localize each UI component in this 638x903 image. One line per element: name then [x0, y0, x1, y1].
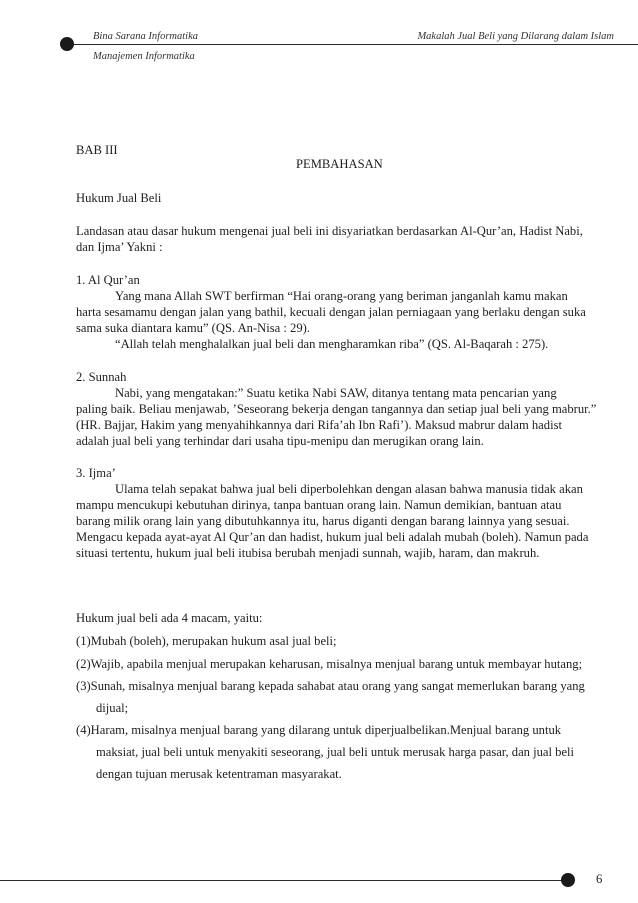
subtitle: Hukum Jual Beli	[76, 191, 162, 205]
ijma-heading: 3. Ijma’	[76, 466, 116, 480]
footer-rule	[0, 880, 568, 881]
sunnah-line: (HR. Bajjar, Hakim yang menyahihkannya dari Rifa’ah Ibn Rafi’). Maksud mabrur dalam hadist	[76, 418, 562, 432]
ijma-line: Ulama telah sepakat bahwa jual beli diperbolehkan dengan alasan bahwa manusia tidak akan	[115, 482, 583, 496]
macam-heading: Hukum jual beli ada 4 macam, yaitu:	[76, 611, 263, 625]
ijma-line: situasi tertentu, hukum jual beli itubisa berubah menjadi sunnah, wajib, haram, dan makruh.	[76, 546, 540, 560]
intro-line: dan Ijma’ Yakni :	[76, 240, 163, 254]
quran-line: Yang mana Allah SWT berfirman “Hai orang-orang yang beriman janganlah kamu makan	[115, 289, 568, 303]
ijma-line: barang milik orang lain yang dibutuhkannya itu, harus diganti dengan barang lainnya yang sesuai.	[76, 514, 570, 528]
header-document-title: Makalah Jual Beli yang Dilarang dalam Islam	[417, 31, 614, 42]
header-department: Manajemen Informatika	[93, 51, 195, 62]
quran-line: sama suka diantara kamu” (QS. An-Nisa : 29).	[76, 321, 310, 335]
macam-item: (4)Haram, misalnya menjual barang yang dilarang untuk diperjualbelikan.Menjual barang untuk	[76, 723, 562, 737]
footer-bullet-dot	[561, 873, 575, 887]
ijma-line: mampu mencukupi kebutuhan dirinya, tanpa bantuan orang lain. Namun demikian, bantuan atau	[76, 498, 562, 512]
macam-item-continuation: dijual;	[96, 701, 129, 715]
sunnah-line: paling baik. Beliau menjawab, ’Seseorang bekerja dengan tangannya dan setiap jual beli yang mabrur.”	[76, 402, 597, 416]
intro-line: Landasan atau dasar hukum mengenai jual beli ini disyariatkan berdasarkan Al-Qur’an, Hadist Nabi,	[76, 224, 583, 238]
sunnah-line: Nabi, yang mengatakan:” Suatu ketika Nabi SAW, ditanya tentang mata pencarian yang	[115, 386, 557, 400]
macam-item: (2)Wajib, apabila menjual merupakan keharusan, misalnya menjual barang untuk membayar hutang;	[76, 657, 583, 671]
sunnah-heading: 2. Sunnah	[76, 370, 127, 384]
macam-item-continuation: maksiat, jual beli untuk menyakiti seseorang, jual beli untuk merusak harga pasar, dan jual beli	[96, 745, 575, 759]
macam-item-continuation: dengan tujuan merusak ketentraman masyarakat.	[96, 767, 342, 781]
header-institution: Bina Sarana Informatika	[93, 31, 198, 42]
header-rule	[68, 44, 638, 45]
quran-line: harta sesamamu dengan jalan yang bathil, kecuali dengan jalan perniagaan yang berlaku dengan suka	[76, 305, 586, 319]
section-title: PEMBAHASAN	[296, 157, 383, 171]
chapter-label: BAB III	[76, 143, 118, 157]
macam-item: (1)Mubah (boleh), merupakan hukum asal jual beli;	[76, 634, 337, 648]
page-number: 6	[596, 872, 603, 886]
macam-item: (3)Sunah, misalnya menjual barang kepada sahabat atau orang yang sangat memerlukan barang yang	[76, 679, 585, 693]
quran-heading: 1. Al Qur’an	[76, 273, 140, 287]
header-bullet-dot	[60, 37, 74, 51]
ijma-line: Mengacu kepada ayat-ayat Al Qur’an dan hadist, hukum jual beli adalah mubah (boleh). Namun pada	[76, 530, 589, 544]
sunnah-line: adalah jual beli yang terhindar dari usaha tipu-menipu dan merugikan orang lain.	[76, 434, 484, 448]
quran-line: “Allah telah menghalalkan jual beli dan mengharamkan riba” (QS. Al-Baqarah : 275).	[115, 337, 549, 351]
